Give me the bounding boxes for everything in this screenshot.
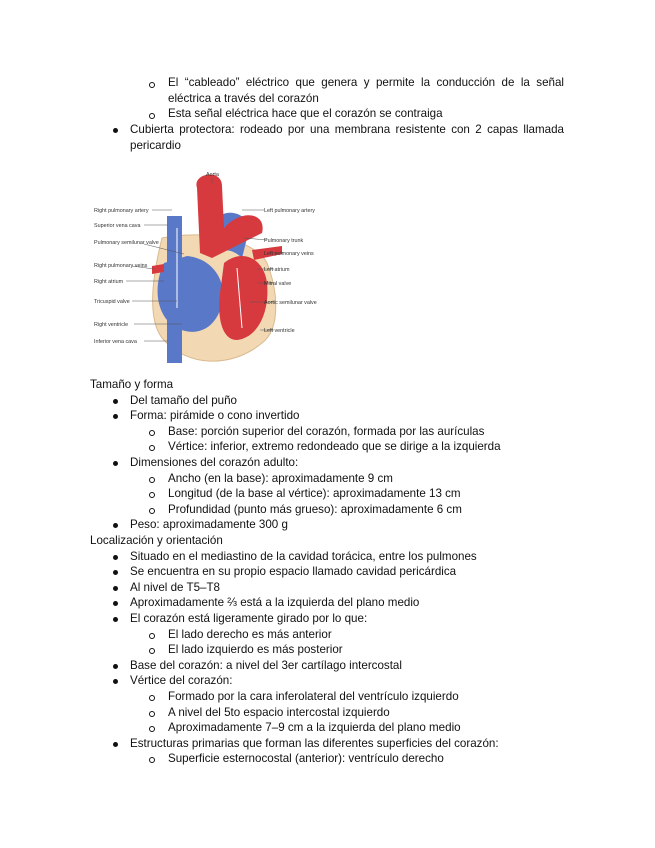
figure-label: Mitral valve	[264, 281, 292, 287]
bullet	[113, 586, 118, 591]
figure-label: Right atrium	[94, 279, 124, 285]
list-item-text: Del tamaño del puño	[130, 393, 237, 407]
sub-bullet	[149, 508, 155, 514]
sub-item-text: El lado derecho es más anterior	[168, 627, 332, 641]
sub-bullet	[149, 477, 155, 483]
list-item-text: Cubierta protectora: rodeado por una membrana resistente con 2 capas llamada	[130, 123, 564, 136]
sub-item-text: eléctrica a través del corazón	[168, 92, 319, 105]
sub-item-text: El lado izquierdo es más posterior	[168, 643, 343, 657]
bullet	[113, 601, 118, 606]
heart-anatomy-figure	[92, 168, 332, 376]
sub-item-text: Aproximadamente 7–9 cm a la izquierda del plano medio	[168, 721, 461, 735]
list-item-text: Forma: pirámide o cono invertido	[130, 409, 300, 423]
figure-label: Pulmonary semilunar valve	[94, 240, 159, 246]
superior-vena-cava	[167, 216, 182, 263]
bullet	[113, 523, 118, 528]
sub-bullet	[149, 695, 155, 701]
bullet	[113, 617, 118, 622]
figure-label: Tricuspid valve	[94, 299, 130, 305]
figure-label: Left ventricle	[264, 328, 295, 334]
sub-item-text: Vértice: inferior, extremo redondeado que se dirige a la izquierda	[168, 440, 501, 454]
sub-item-text: Formado por la cara inferolateral del ventrículo izquierdo	[168, 690, 459, 703]
figure-label: Left pulmonary veins	[264, 251, 314, 257]
sub-bullet	[149, 633, 155, 639]
bullet	[113, 414, 118, 419]
label-aorta: Aorta	[206, 172, 219, 178]
figure-label: Inferior vena cava	[94, 339, 137, 345]
sub-bullet	[149, 445, 155, 451]
list-item-text: Se encuentra en su propio espacio llamado cavidad pericárdica	[130, 565, 457, 579]
bullet	[113, 461, 118, 466]
sub-bullet	[149, 82, 155, 88]
sub-item-text: Base: porción superior del corazón, formada por las aurículas	[168, 424, 485, 438]
list-item-text: Vértice del corazón:	[130, 674, 233, 688]
sub-bullet	[149, 648, 155, 654]
figure-label: Superior vena cava	[94, 223, 141, 229]
section-heading: Localización y orientación	[90, 534, 223, 547]
bullet	[113, 128, 118, 133]
sub-item-text: Longitud (de la base al vértice): aproximadamente 13 cm	[168, 487, 461, 501]
sub-item-text: Ancho (en la base): aproximadamente 9 cm	[168, 471, 393, 485]
sub-bullet	[149, 757, 155, 763]
figure-label: Left pulmonary artery	[264, 208, 315, 214]
sub-item-text: A nivel del 5to espacio intercostal izquierdo	[168, 705, 390, 719]
figure-label: Aortic semilunar valve	[264, 300, 317, 306]
list-item-text: Situado en el mediastino de la cavidad torácica, entre los pulmones	[130, 549, 477, 563]
section-heading: Tamaño y forma	[90, 378, 174, 391]
figure-label: Right ventricle	[94, 322, 129, 328]
figure-label: Left atrium	[264, 267, 290, 273]
bullet	[113, 399, 118, 404]
list-item-text: Peso: aproximadamente 300 g	[130, 518, 288, 532]
sub-item-text: El “cableado” eléctrico que genera y permite la conducción de la señal	[168, 76, 564, 89]
sub-bullet	[149, 113, 155, 119]
sub-bullet	[149, 430, 155, 436]
figure-label: Right pulmonary artery	[94, 208, 149, 214]
list-item-text: Aproximadamente ⅔ está a la izquierda del plano medio	[130, 596, 420, 610]
sub-item-text: Esta señal eléctrica hace que el corazón se contraiga	[168, 107, 443, 120]
list-item-text: Dimensiones del corazón adulto:	[130, 456, 299, 469]
sub-item-text: Profundidad (punto más grueso): aproximadamente 6 cm	[168, 502, 462, 516]
list-item-text: El corazón está ligeramente girado por lo que:	[130, 612, 368, 625]
sub-bullet	[149, 726, 155, 732]
sub-bullet	[149, 711, 155, 717]
figure-label: Pulmonary trunk	[264, 238, 304, 244]
bullet	[113, 679, 118, 684]
list-item-text: Estructuras primarias que forman las diferentes superficies del corazón:	[130, 736, 499, 750]
bullet	[113, 742, 118, 747]
list-item-text: pericardio	[130, 139, 181, 152]
bullet	[113, 555, 118, 560]
bullet	[113, 570, 118, 575]
figure-label: Right pulmonary veins	[94, 263, 148, 269]
bullet	[113, 664, 118, 669]
sub-bullet	[149, 492, 155, 498]
list-item-text: Base del corazón: a nivel del 3er cartílago intercostal	[130, 658, 402, 672]
list-item-text: Al nivel de T5–T8	[130, 580, 221, 594]
sub-item-text: Superficie esternocostal (anterior): ventrículo derecho	[168, 752, 444, 766]
inferior-vena-cava	[167, 318, 182, 363]
